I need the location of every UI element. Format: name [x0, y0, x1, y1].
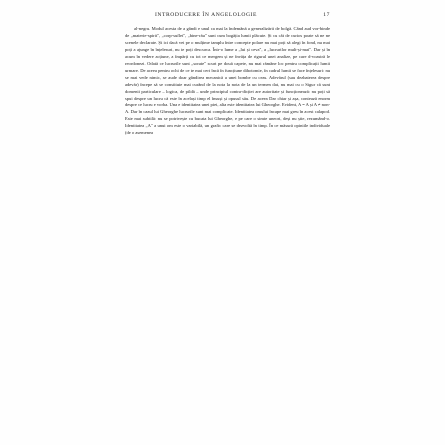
body-text	[125, 26, 330, 436]
body-paragraph: al-negru. Modul acesta de a gândi e unul ca mai la îndemână a generalizării de bolgă. Când aud vor-binde de „materie-spirit", „corp-suflet", „bine-rău" sunt cum bogăția lumii plăcute. Și cu cât de curios poate să ne ne scenele declarate. Și ici dacă vei pe o mulțime tamplu între concepte polare nu mai poți să alegi în fond, nu mai poți a ajunge în înțelesuri, nu te poți descurca. Într-o lume a „lui și ceva", a „lucrurilor mult-și-mai". Dar și în acum în vedere acțiune, a împărți cu tot ce mergem și ne învăța de rigurul unei analize, pe care d-voastră le reordonezi. Odată ce lucrurile sunt „sorate" scurt pe două capete, nu mai rămâne loc pentru complicații lumii urmare. De aceea pentru ochi de ce te mai cert încă în funcțiune dihotomie, în cadrul lumii se face înțelesuri: nu se mai vede nimic, se aude doar gândirea mecanică a unei bombe cu ceas. Adevărul (sau dezbaterea despre adevăr) începe să se constituie mai curând de la nota la nota de la un termen dat, nu mai cu o Sigur că sunt domenii particulare – logica, de pildă – unde principiul contra-dicției are autoritate și funcționează: nu poți să spui despre un lucru că este în același timp el însuși și opusul său. De aceea Dar chiar și așa, contează enorm despre ce lucru e vorba. Una e identitatea unei piei, alta este identitatea lui Gheorghe. Evident, A = A și A ≠ non-A. Dar în cazul lui Gheorghe lucrurile sunt mai complicate. Identitatea omului încape mai greu în acest calapod. Este mai subtilă: nu se potrivește cu bucata lui Gheorghe, e pe care o simte uneori, deși nu știe, rezumând-o. Identitatea „A" a unui om este o variabilă, un grafic care se dezvoltă în timp. În ce măsură opiniile individuale (de o asemenea	[125, 26, 330, 136]
page-number: 17	[323, 12, 330, 18]
running-head-title: INTRODUCERE ÎN ANGELOLOGIE	[155, 12, 257, 18]
running-head	[125, 12, 330, 22]
